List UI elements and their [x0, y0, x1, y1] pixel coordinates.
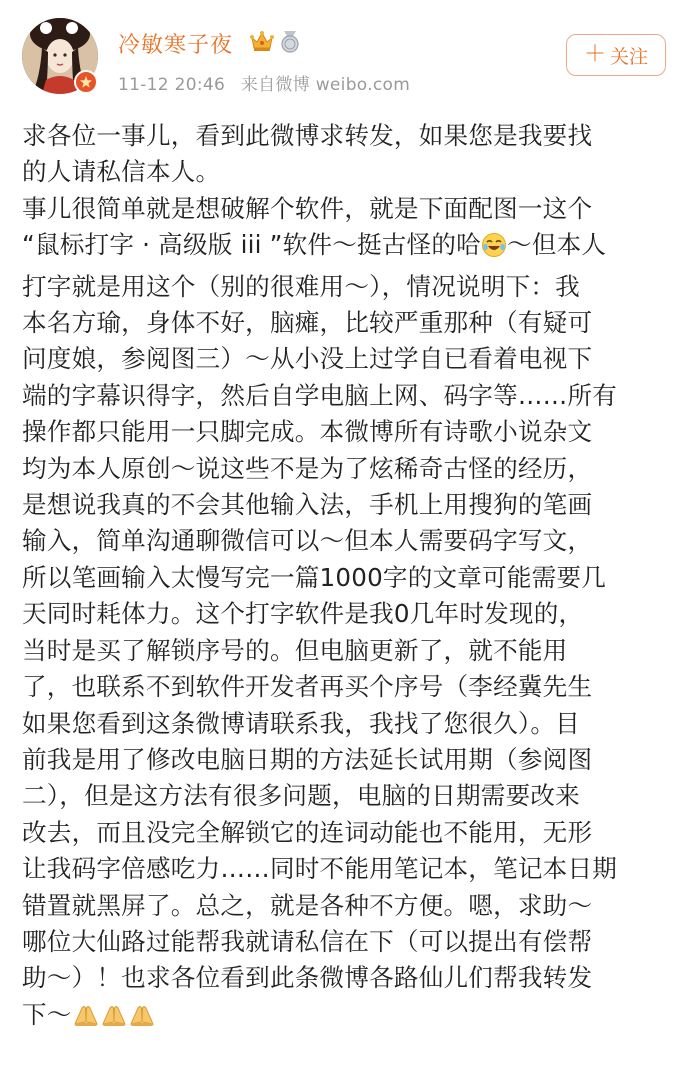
- post-line: 端的字幕识得字，然后自学电脑上网、码字等……所有: [22, 380, 618, 410]
- post-line: 助～）！也求各位看到此条微博各路仙儿们帮我转发: [22, 963, 593, 993]
- post-line: 让我码字倍感吃力……同时不能用笔记本，笔记本日期: [22, 854, 618, 884]
- verified-badge: [74, 70, 98, 94]
- post-line: 的人请私信本人。: [22, 157, 221, 187]
- post-line: 打字就是用这个（别的很难用～），情况说明下：我: [22, 271, 580, 301]
- post-line-segment: ～但本人: [506, 230, 607, 260]
- post-line: 是想说我真的不会其他输入法，手机上用搜狗的笔画: [22, 490, 593, 520]
- post-line: 哪位大仙路过能帮我就请私信在下（可以提出有偿帮: [22, 926, 593, 956]
- post-line: 本名方瑜，身体不好，脑瘫，比较严重那种（有疑可: [22, 308, 593, 338]
- plus-icon: ＋: [583, 42, 606, 67]
- post-timestamp: 11-12 20:46: [118, 75, 226, 95]
- post-line: 了，也联系不到软件开发者再买个序号（李经冀先生: [22, 672, 593, 702]
- post-body: [22, 118, 670, 1038]
- post-line: 求各位一事儿，看到此微博求转发，如果您是我要找: [22, 121, 593, 150]
- post-line: 当时是买了解锁序号的。但电脑更新了，就不能用: [22, 635, 568, 665]
- post-line: 均为本人原创～说这些不是为了炫稀奇古怪的经历，: [22, 453, 593, 483]
- post-line-with-emoji: [22, 997, 670, 1038]
- post-line: 前我是用了修改电脑日期的方法延长试用期（参阅图: [22, 744, 593, 774]
- post-line-segment: “鼠标打字 · 高级版 iii ”软件～挺古怪的哈: [22, 230, 481, 260]
- post-line: 二），但是这方法有很多问题，电脑的日期需要改来: [22, 781, 580, 811]
- post-source[interactable]: 来自微博 weibo.com: [240, 75, 411, 95]
- post-line: 错置就黑屏了。总之，就是各种不方便。嗯，求助～: [22, 890, 593, 920]
- username[interactable]: 冷敏寒子夜: [118, 33, 234, 58]
- post-header: [0, 0, 690, 108]
- post-line: 天同时耗体力。这个打字软件是我0几年时发现的，: [22, 599, 584, 629]
- post-line: 事儿很简单就是想破解个软件，就是下面配图一这个: [22, 193, 593, 223]
- pray-hands-emoji: [72, 1002, 100, 1038]
- post-line: 问度娘，参阅图三）～从小没上过学自已看着电视下: [22, 344, 593, 374]
- post-line: 如果您看到这条微博请联系我，我找了您很久）。目: [22, 708, 580, 738]
- pray-hands-emoji: [100, 1002, 128, 1038]
- post-meta: [118, 70, 420, 95]
- post-line-segment: 下～: [22, 999, 72, 1029]
- crown-icon[interactable]: [250, 30, 274, 52]
- medal-icon[interactable]: [278, 29, 302, 53]
- post-line: 改去，而且没完全解锁它的连词动能也不能用，无形: [22, 817, 593, 847]
- laugh-cry-emoji: [481, 232, 507, 268]
- follow-button[interactable]: [566, 34, 666, 76]
- post-line-with-emoji: [22, 227, 670, 268]
- follow-button-label: 关注: [610, 45, 649, 68]
- post-line: 所以笔画输入太慢写完一篇1000字的文章可能需要几: [22, 562, 607, 592]
- pray-hands-emoji: [128, 1002, 156, 1038]
- star-icon: [79, 75, 93, 89]
- post-line: 输入，简单沟通聊微信可以～但本人需要码字写文，: [22, 526, 593, 556]
- post-line: 操作都只能用一只脚完成。本微博所有诗歌小说杂文: [22, 417, 593, 447]
